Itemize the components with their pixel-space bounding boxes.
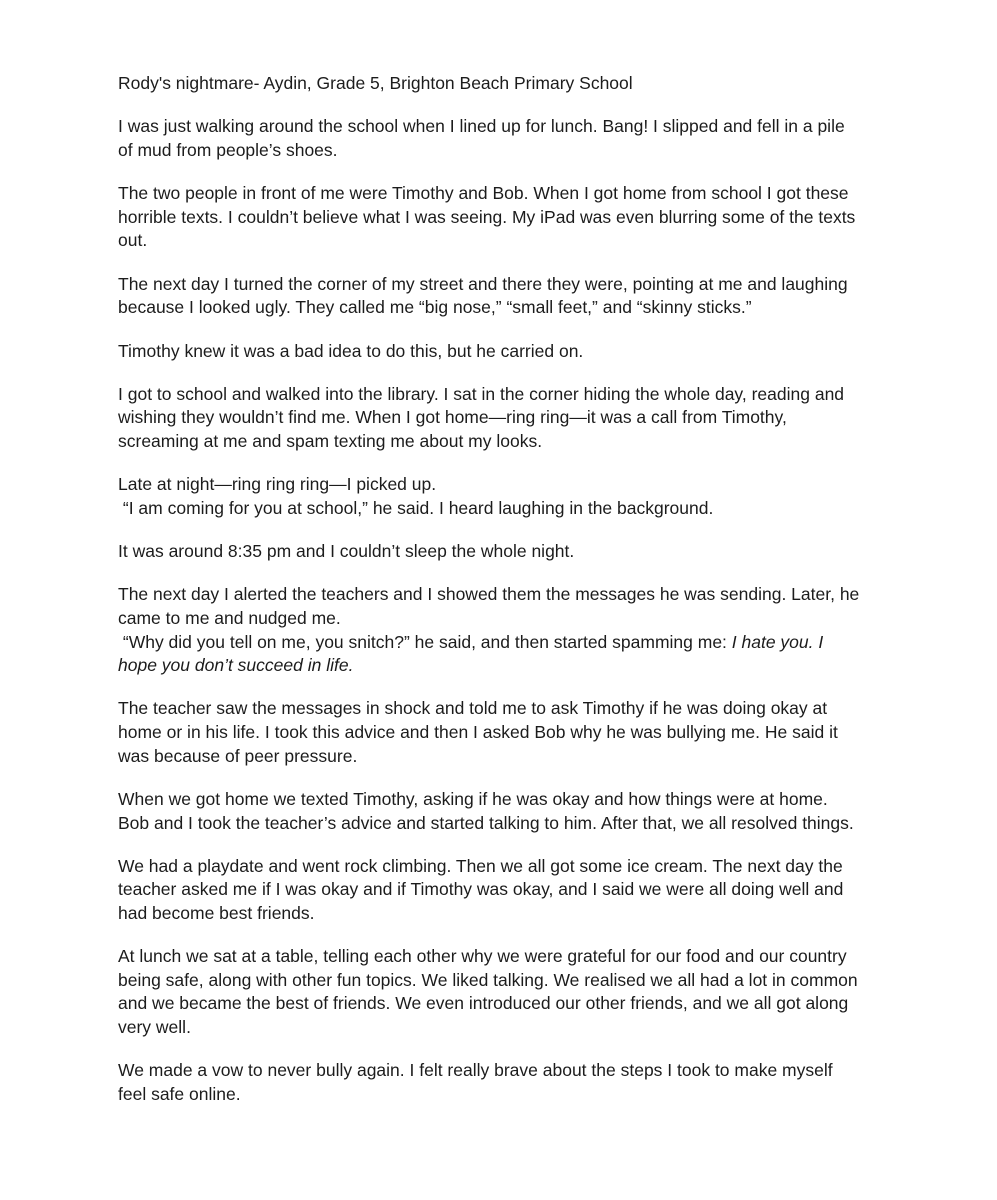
paragraph-11 bbox=[118, 855, 888, 926]
paragraph-line: screaming at me and spam texting me about my looks. bbox=[118, 430, 543, 451]
title-line: Rody's nightmare- Aydin, Grade 5, Brighton Beach Primary School bbox=[118, 73, 633, 93]
mixed-quote-line bbox=[118, 631, 888, 655]
paragraph-line: Bob and I took the teacher’s advice and started talking to him. After that, we all resolved things. bbox=[118, 812, 854, 833]
paragraph-line: It was around 8:35 pm and I couldn’t sleep the whole night. bbox=[118, 541, 575, 562]
paragraph-line: “I am coming for you at school,” he said. I heard laughing in the background. bbox=[118, 497, 714, 518]
paragraph-line: being safe, along with other fun topics. We liked talking. We realised we all had a lot in common bbox=[118, 969, 858, 990]
paragraph-line: home or in his life. I took this advice and then I asked Bob why he was bullying me. He said it bbox=[118, 722, 838, 743]
paragraph-line: When we got home we texted Timothy, asking if he was okay and how things were at home. bbox=[118, 788, 828, 809]
paragraph-line: out. bbox=[118, 230, 148, 251]
document-title bbox=[118, 72, 888, 96]
paragraph-line: The teacher saw the messages in shock and told me to ask Timothy if he was doing okay at bbox=[118, 698, 828, 719]
paragraph-1 bbox=[118, 115, 888, 162]
italic-quote-line: hope you don’t succeed in life. bbox=[118, 655, 354, 676]
paragraph-line: teacher asked me if I was okay and if Timothy was okay, and I said we were all doing well and bbox=[118, 879, 844, 900]
paragraph-line: had become best friends. bbox=[118, 903, 315, 923]
paragraph-8 bbox=[118, 583, 888, 677]
document-page bbox=[118, 72, 888, 1126]
paragraph-line: feel safe online. bbox=[118, 1083, 241, 1104]
paragraph-line: The next day I turned the corner of my street and there they were, pointing at me and laughing bbox=[118, 273, 848, 294]
paragraph-line: I got to school and walked into the library. I sat in the corner hiding the whole day, reading and bbox=[118, 383, 845, 404]
paragraph-4 bbox=[118, 340, 888, 364]
paragraph-line: We made a vow to never bully again. I felt really brave about the steps I took to make myself bbox=[118, 1060, 833, 1081]
paragraph-line: I was just walking around the school when I lined up for lunch. Bang! I slipped and fell in a pile bbox=[118, 116, 845, 137]
paragraph-line: Timothy knew it was a bad idea to do this, but he carried on. bbox=[118, 340, 584, 361]
paragraph-line: The next day I alerted the teachers and I showed them the messages he was sending. Later, he bbox=[118, 584, 860, 605]
paragraph-12 bbox=[118, 945, 888, 1039]
paragraph-line: was because of peer pressure. bbox=[118, 745, 358, 766]
paragraph-7 bbox=[118, 540, 888, 564]
quote-plain-text: “Why did you tell on me, you snitch?” he said, and then started spamming me: bbox=[118, 631, 732, 652]
paragraph-line: and we became the best of friends. We even introduced our other friends, and we all got along bbox=[118, 993, 849, 1014]
paragraph-6 bbox=[118, 473, 888, 520]
quote-italic-text: I hate you. I bbox=[731, 631, 824, 652]
paragraph-line: At lunch we sat at a table, telling each other why we were grateful for our food and our country bbox=[118, 946, 847, 967]
paragraph-line: very well. bbox=[118, 1017, 191, 1038]
paragraph-10 bbox=[118, 788, 888, 835]
paragraph-line: The two people in front of me were Timothy and Bob. When I got home from school I got these bbox=[118, 183, 849, 204]
paragraph-5 bbox=[118, 383, 888, 454]
paragraph-line: came to me and nudged me. bbox=[118, 608, 341, 628]
paragraph-line: horrible texts. I couldn’t believe what I was seeing. My iPad was even blurring some of the texts bbox=[118, 206, 856, 227]
paragraph-line: of mud from people’s shoes. bbox=[118, 139, 338, 160]
paragraph-3 bbox=[118, 273, 888, 320]
paragraph-line: because I looked ugly. They called me “big nose,” “small feet,” and “skinny sticks.” bbox=[118, 297, 752, 318]
paragraph-2 bbox=[118, 182, 888, 253]
paragraph-line: We had a playdate and went rock climbing. Then we all got some ice cream. The next day the bbox=[118, 855, 843, 876]
paragraph-9 bbox=[118, 697, 888, 768]
paragraph-13 bbox=[118, 1059, 888, 1106]
paragraph-line: Late at night—ring ring ring—I picked up. bbox=[118, 474, 437, 495]
paragraph-line: wishing they wouldn’t find me. When I got home—ring ring—it was a call from Timothy, bbox=[118, 407, 787, 428]
